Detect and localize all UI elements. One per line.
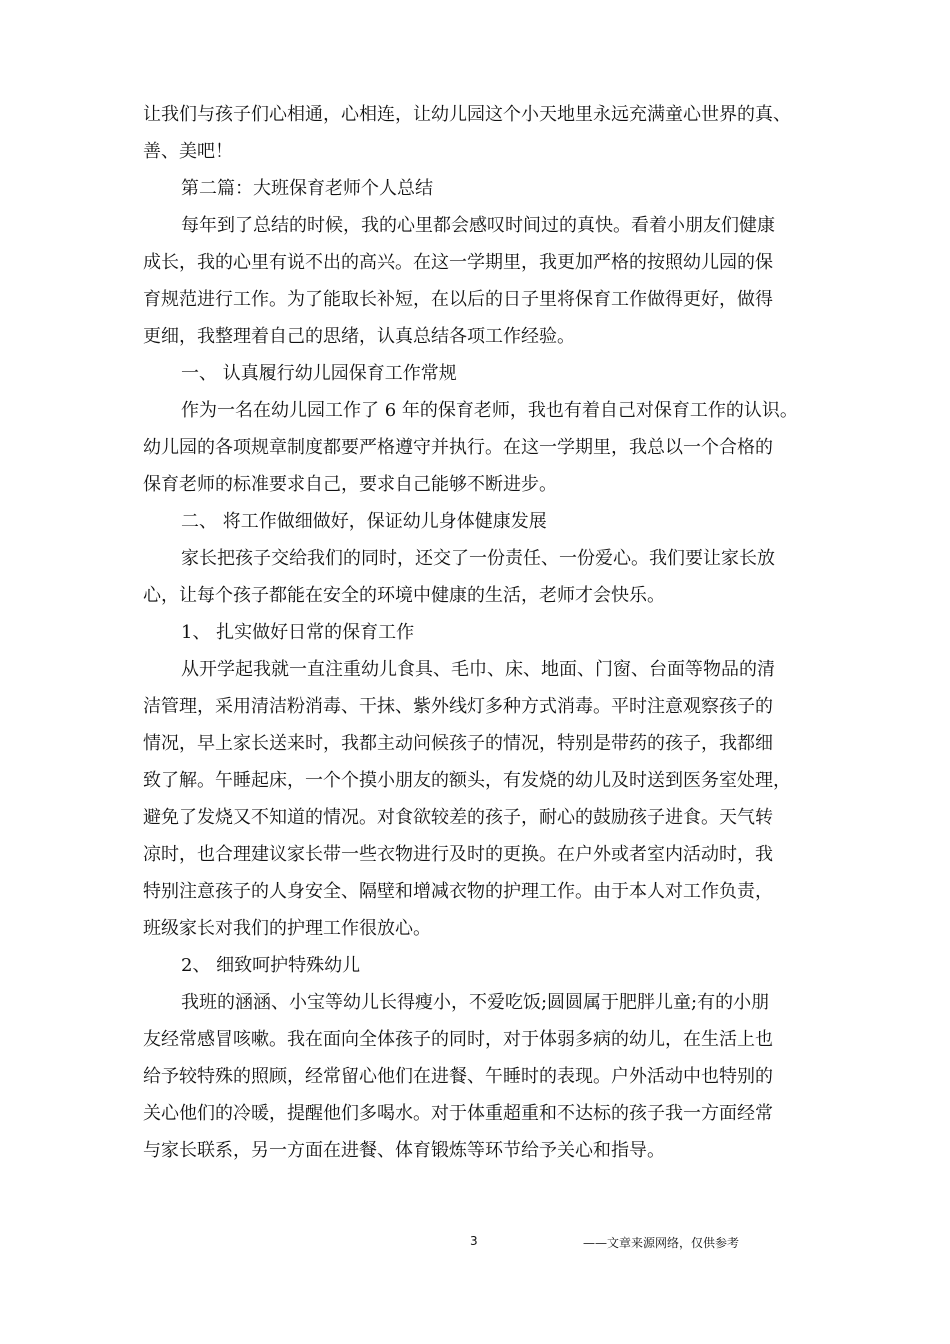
paragraph-start: 家长把孩子交给我们的同时，还交了一份责任、一份爱心。我们要让家长放 bbox=[181, 548, 775, 569]
source-note: ——文章来源网络，仅供参考 bbox=[583, 1236, 740, 1250]
document-body bbox=[143, 96, 811, 1169]
body-line: 让我们与孩子们心相通，心相连，让幼儿园这个小天地里永远充满童心世界的真、 bbox=[143, 104, 791, 125]
body-line: 给予较特殊的照顾，经常留心他们在进餐、午睡时的表现。户外活动中也特别的 bbox=[143, 1066, 773, 1087]
subheading-one: 1、 扎实做好日常的保育工作 bbox=[181, 622, 415, 643]
body-line: 成长，我的心里有说不出的高兴。在这一学期里，我更加严格的按照幼儿园的保 bbox=[143, 252, 773, 273]
body-line: 育规范进行工作。为了能取长补短，在以后的日子里将保育工作做得更好，做得 bbox=[143, 289, 773, 310]
body-line: 致了解。午睡起床，一个个摸小朋友的额头，有发烧的幼儿及时送到医务室处理， bbox=[143, 770, 791, 791]
subheading-two: 2、 细致呵护特殊幼儿 bbox=[181, 955, 361, 976]
body-line: 凉时，也合理建议家长带一些衣物进行及时的更换。在户外或者室内活动时，我 bbox=[143, 844, 773, 865]
heading-two: 二、 将工作做细做好，保证幼儿身体健康发展 bbox=[181, 511, 547, 532]
paragraph-start: 我班的涵涵、小宝等幼儿长得瘦小，不爱吃饭;圆圆属于肥胖儿童;有的小朋 bbox=[181, 992, 770, 1013]
body-line: 关心他们的冷暖，提醒他们多喝水。对于体重超重和不达标的孩子我一方面经常 bbox=[143, 1103, 773, 1124]
body-line: 洁管理，采用清洁粉消毒、干抹、紫外线灯多种方式消毒。平时注意观察孩子的 bbox=[143, 696, 773, 717]
body-line: 心，让每个孩子都能在安全的环境中健康的生活，老师才会快乐。 bbox=[143, 585, 665, 606]
body-line: 班级家长对我们的护理工作很放心。 bbox=[143, 918, 431, 939]
paragraph-start: 每年到了总结的时候，我的心里都会感叹时间过的真快。看着小朋友们健康 bbox=[181, 215, 775, 236]
paragraph-start: 从开学起我就一直注重幼儿食具、毛巾、床、地面、门窗、台面等物品的清 bbox=[181, 659, 775, 680]
page-number: 3 bbox=[470, 1234, 478, 1248]
body-line: 情况，早上家长送来时，我都主动问候孩子的情况，特别是带药的孩子，我都细 bbox=[143, 733, 773, 754]
heading-one: 一、 认真履行幼儿园保育工作常规 bbox=[181, 363, 457, 384]
body-line: 避免了发烧又不知道的情况。对食欲较差的孩子，耐心的鼓励孩子进食。天气转 bbox=[143, 807, 773, 828]
body-line: 幼儿园的各项规章制度都要严格遵守并执行。在这一学期里，我总以一个合格的 bbox=[143, 437, 773, 458]
section-title: 第二篇：大班保育老师个人总结 bbox=[181, 178, 433, 199]
body-line: 保育老师的标准要求自己，要求自己能够不断进步。 bbox=[143, 474, 557, 495]
body-line: 与家长联系，另一方面在进餐、体育锻炼等环节给予关心和指导。 bbox=[143, 1140, 665, 1161]
body-line: 善、美吧！ bbox=[143, 141, 233, 162]
page-footer bbox=[0, 1234, 950, 1256]
paragraph-start: 作为一名在幼儿园工作了 6 年的保育老师，我也有着自己对保育工作的认识。 bbox=[181, 400, 798, 421]
body-line: 友经常感冒咳嗽。我在面向全体孩子的同时，对于体弱多病的幼儿，在生活上也 bbox=[143, 1029, 773, 1050]
body-line: 特别注意孩子的人身安全、隔壁和增减衣物的护理工作。由于本人对工作负责， bbox=[143, 881, 773, 902]
body-line: 更细，我整理着自己的思绪，认真总结各项工作经验。 bbox=[143, 326, 575, 347]
